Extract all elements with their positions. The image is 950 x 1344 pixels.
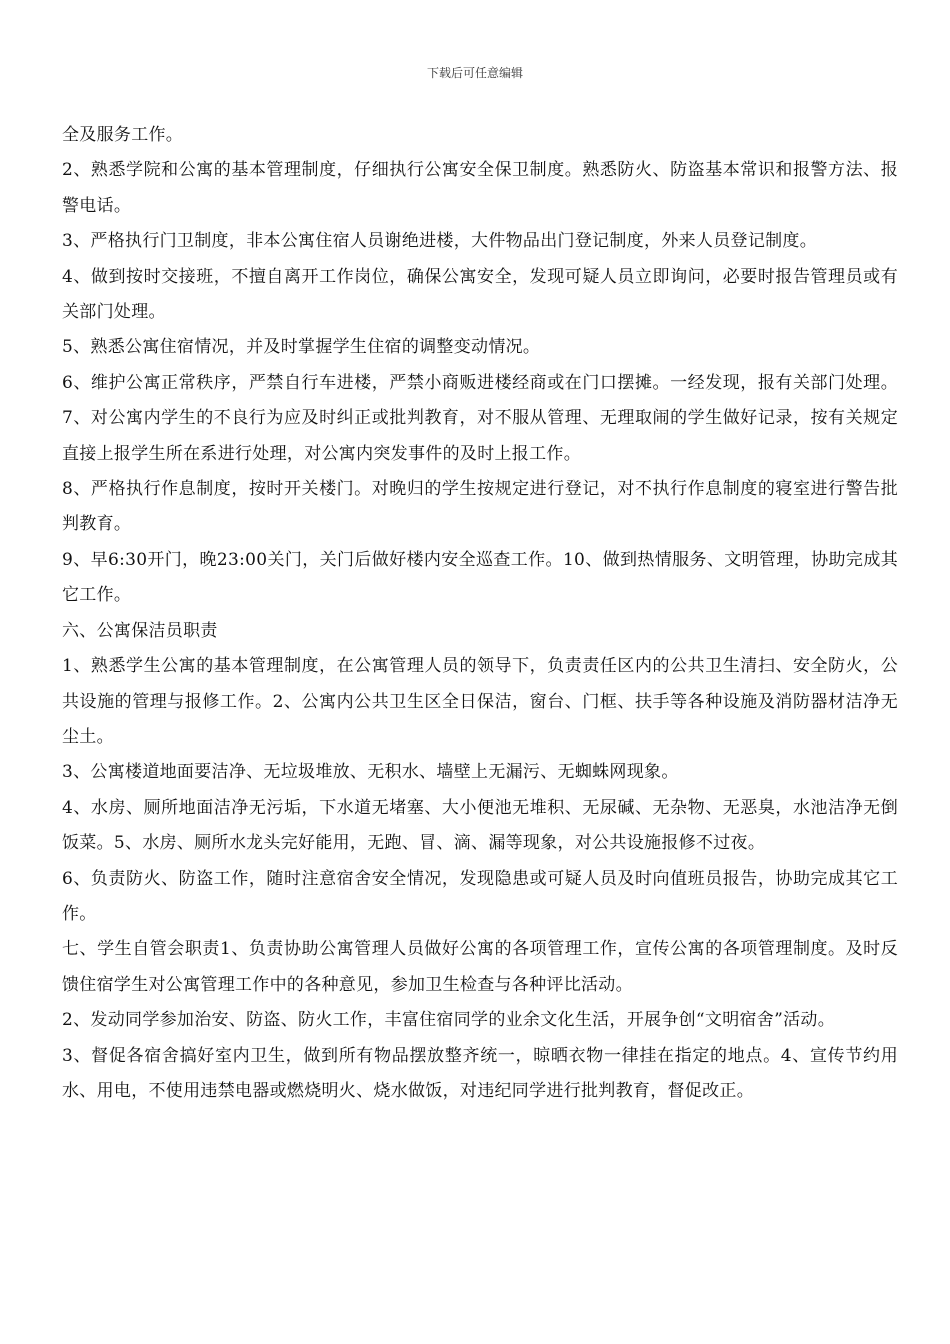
- page-header-note: 下载后可任意编辑: [426, 66, 523, 80]
- paragraph: 3、严格执行门卫制度，非本公寓住宿人员谢绝进楼，大件物品出门登记制度，外来人员登记制度。: [62, 231, 818, 252]
- document-body: [62, 118, 898, 1109]
- section-heading: 六、公寓保洁员职责: [62, 620, 218, 641]
- paragraph: 4、做到按时交接班，不擅自离开工作岗位，确保公寓安全，发现可疑人员立即询问，必要时报告管理员或有关部门处理。: [62, 266, 898, 323]
- paragraph: 3、公寓楼道地面要洁净、无垃圾堆放、无积水、墙壁上无漏污、无蜘蛛网现象。: [62, 762, 679, 783]
- paragraph: 9、早6:30开门，晚23:00关门，关门后做好楼内安全巡查工作。10、做到热情服务、文明管理，协助完成其它工作。: [62, 549, 898, 606]
- paragraph: 5、熟悉公寓住宿情况，并及时掌握学生住宿的调整变动情况。: [62, 337, 541, 358]
- paragraph: 8、严格执行作息制度，按时开关楼门。对晚归的学生按规定进行登记，对不执行作息制度的寝室进行警告批判教育。: [62, 479, 898, 535]
- paragraph: 6、负责防火、防盗工作，随时注意宿舍安全情况，发现隐患或可疑人员及时向值班员报告，协助完成其它工作。: [62, 868, 898, 924]
- paragraph: 全及服务工作。: [62, 125, 184, 145]
- paragraph: 4、水房、厕所地面洁净无污垢，下水道无堵塞、大小便池无堆积、无尿碱、无杂物、无恶臭，水池洁净无倒饭菜。5、水房、厕所水龙头完好能用，无跑、冒、滴、漏等现象，对公共设施报修不过夜。: [62, 797, 898, 854]
- paragraph: 2、发动同学参加治安、防盗、防火工作，丰富住宿同学的业余文化生活，开展争创“文明宿舍”活动。: [62, 1010, 835, 1031]
- paragraph: 七、学生自管会职责1、负责协助公寓管理人员做好公寓的各项管理工作，宣传公寓的各项管理制度。及时反馈住宿学生对公寓管理工作中的各种意见，参加卫生检查与各种评比活动。: [62, 939, 898, 995]
- paragraph: 6、维护公寓正常秩序，严禁自行车进楼，严禁小商贩进楼经商或在门口摆摊。一经发现，报有关部门处理。7、对公寓内学生的不良行为应及时纠正或批判教育，对不服从管理、无理取闹的学生做好记录，按有关规定直接上报学生所在系进行处理，对公寓内突发事件的及时上报工作。: [62, 372, 898, 464]
- paragraph: 1、熟悉学生公寓的基本管理制度，在公寓管理人员的领导下，负责责任区内的公共卫生清扫、安全防火，公共设施的管理与报修工作。2、公寓内公共卫生区全日保洁，窗台、门框、扶手等各种设施及消防器材洁净无尘土。: [62, 656, 898, 747]
- paragraph: 3、督促各宿舍搞好室内卫生，做到所有物品摆放整齐统一，晾晒衣物一律挂在指定的地点。4、宣传节约用水、用电，不使用违禁电器或燃烧明火、烧水做饭，对违纪同学进行批判教育，督促改正。: [62, 1045, 898, 1101]
- paragraph: 2、熟悉学院和公寓的基本管理制度，仔细执行公寓安全保卫制度。熟悉防火、防盗基本常识和报警方法、报警电话。: [62, 160, 898, 216]
